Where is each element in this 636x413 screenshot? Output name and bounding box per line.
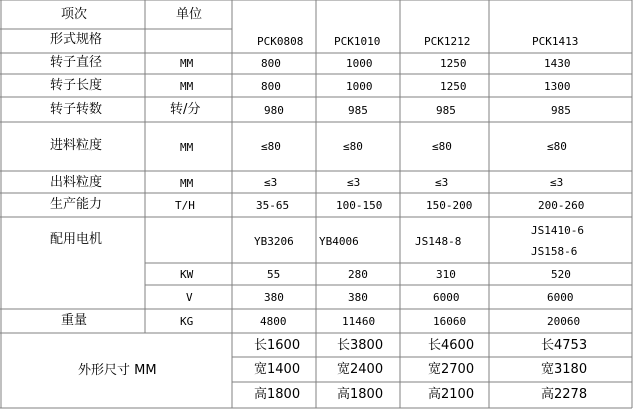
voltage-cell: 380 bbox=[348, 291, 368, 304]
rotor-diameter-cell: 800 bbox=[261, 57, 281, 70]
capacity-cell: 100-150 bbox=[336, 199, 383, 212]
power-cell: 520 bbox=[551, 268, 571, 281]
weight-cell: 11460 bbox=[342, 315, 376, 328]
rotor-speed-cell: 980 bbox=[264, 104, 284, 117]
row-label-motor: 配用电机 bbox=[50, 232, 103, 247]
dimension-height-cell: 高2278 bbox=[541, 387, 588, 402]
power-cell: 280 bbox=[348, 268, 368, 281]
motor-cell: JS158-6 bbox=[531, 245, 578, 258]
dimension-length-cell: 长1600 bbox=[254, 338, 301, 353]
rotor-length-cell: 800 bbox=[261, 80, 281, 93]
motor-cell: JS148-8 bbox=[415, 235, 462, 248]
row-label-discharge-size: 出料粒度 bbox=[50, 175, 103, 190]
rotor-diameter-cell: 1430 bbox=[544, 57, 571, 70]
motor-cell: JS1410-6 bbox=[531, 224, 584, 237]
row-label-rotor-length: 转子长度 bbox=[50, 78, 103, 93]
dimension-width-cell: 宽2400 bbox=[337, 362, 384, 377]
model-cell: PCK1413 bbox=[532, 35, 579, 48]
rotor-diameter-cell: 1250 bbox=[440, 57, 467, 70]
motor-cell: YB4006 bbox=[319, 235, 359, 248]
rotor-length-cell: 1250 bbox=[440, 80, 467, 93]
discharge-size-cell: ≤3 bbox=[347, 176, 361, 189]
feed-size-cell: ≤80 bbox=[432, 140, 452, 153]
unit-cell: 转/分 bbox=[170, 102, 201, 117]
voltage-cell: 6000 bbox=[547, 291, 574, 304]
model-cell: PCK0808 bbox=[257, 35, 304, 48]
unit-cell: MM bbox=[180, 141, 194, 154]
row-label-model: 形式规格 bbox=[50, 32, 103, 47]
unit-cell: KW bbox=[180, 268, 194, 281]
voltage-cell: 380 bbox=[264, 291, 284, 304]
power-cell: 310 bbox=[436, 268, 456, 281]
row-label-dimensions: 外形尺寸 MM bbox=[78, 363, 157, 378]
weight-cell: 20060 bbox=[547, 315, 581, 328]
unit-cell: MM bbox=[180, 57, 194, 70]
dimension-width-cell: 宽3180 bbox=[541, 362, 588, 377]
capacity-cell: 150-200 bbox=[426, 199, 473, 212]
unit-cell: MM bbox=[180, 177, 194, 190]
row-label-weight: 重量 bbox=[61, 313, 88, 328]
unit-cell: V bbox=[186, 291, 193, 304]
rotor-speed-cell: 985 bbox=[348, 104, 368, 117]
model-cell: PCK1010 bbox=[334, 35, 381, 48]
rotor-speed-cell: 985 bbox=[436, 104, 456, 117]
discharge-size-cell: ≤3 bbox=[264, 176, 278, 189]
model-cell: PCK1212 bbox=[424, 35, 471, 48]
dimension-length-cell: 长3800 bbox=[337, 338, 384, 353]
unit-cell: MM bbox=[180, 80, 194, 93]
row-label-capacity: 生产能力 bbox=[50, 197, 103, 212]
row-label-feed-size: 进料粒度 bbox=[50, 138, 103, 153]
feed-size-cell: ≤80 bbox=[261, 140, 281, 153]
discharge-size-cell: ≤3 bbox=[550, 176, 564, 189]
dimension-length-cell: 长4753 bbox=[541, 338, 588, 353]
motor-cell: YB3206 bbox=[254, 235, 294, 248]
power-cell: 55 bbox=[267, 268, 281, 281]
weight-cell: 16060 bbox=[433, 315, 467, 328]
capacity-cell: 35-65 bbox=[256, 199, 290, 212]
unit-cell: KG bbox=[180, 315, 194, 328]
dimension-height-cell: 高1800 bbox=[337, 387, 384, 402]
rotor-diameter-cell: 1000 bbox=[346, 57, 373, 70]
header-item: 项次 bbox=[61, 7, 88, 22]
rotor-speed-cell: 985 bbox=[551, 104, 571, 117]
row-label-rotor-diameter: 转子直径 bbox=[50, 55, 103, 70]
header-unit: 单位 bbox=[176, 7, 203, 22]
voltage-cell: 6000 bbox=[433, 291, 460, 304]
rotor-length-cell: 1300 bbox=[544, 80, 571, 93]
row-label-rotor-speed: 转子转数 bbox=[50, 102, 103, 117]
feed-size-cell: ≤80 bbox=[547, 140, 567, 153]
dimension-width-cell: 宽2700 bbox=[428, 362, 475, 377]
dimension-width-cell: 宽1400 bbox=[254, 362, 301, 377]
dimension-length-cell: 长4600 bbox=[428, 338, 475, 353]
unit-cell: T/H bbox=[175, 199, 195, 212]
feed-size-cell: ≤80 bbox=[343, 140, 363, 153]
weight-cell: 4800 bbox=[260, 315, 287, 328]
rotor-length-cell: 1000 bbox=[346, 80, 373, 93]
dimension-height-cell: 高2100 bbox=[428, 387, 475, 402]
capacity-cell: 200-260 bbox=[538, 199, 585, 212]
dimension-height-cell: 高1800 bbox=[254, 387, 301, 402]
discharge-size-cell: ≤3 bbox=[435, 176, 449, 189]
